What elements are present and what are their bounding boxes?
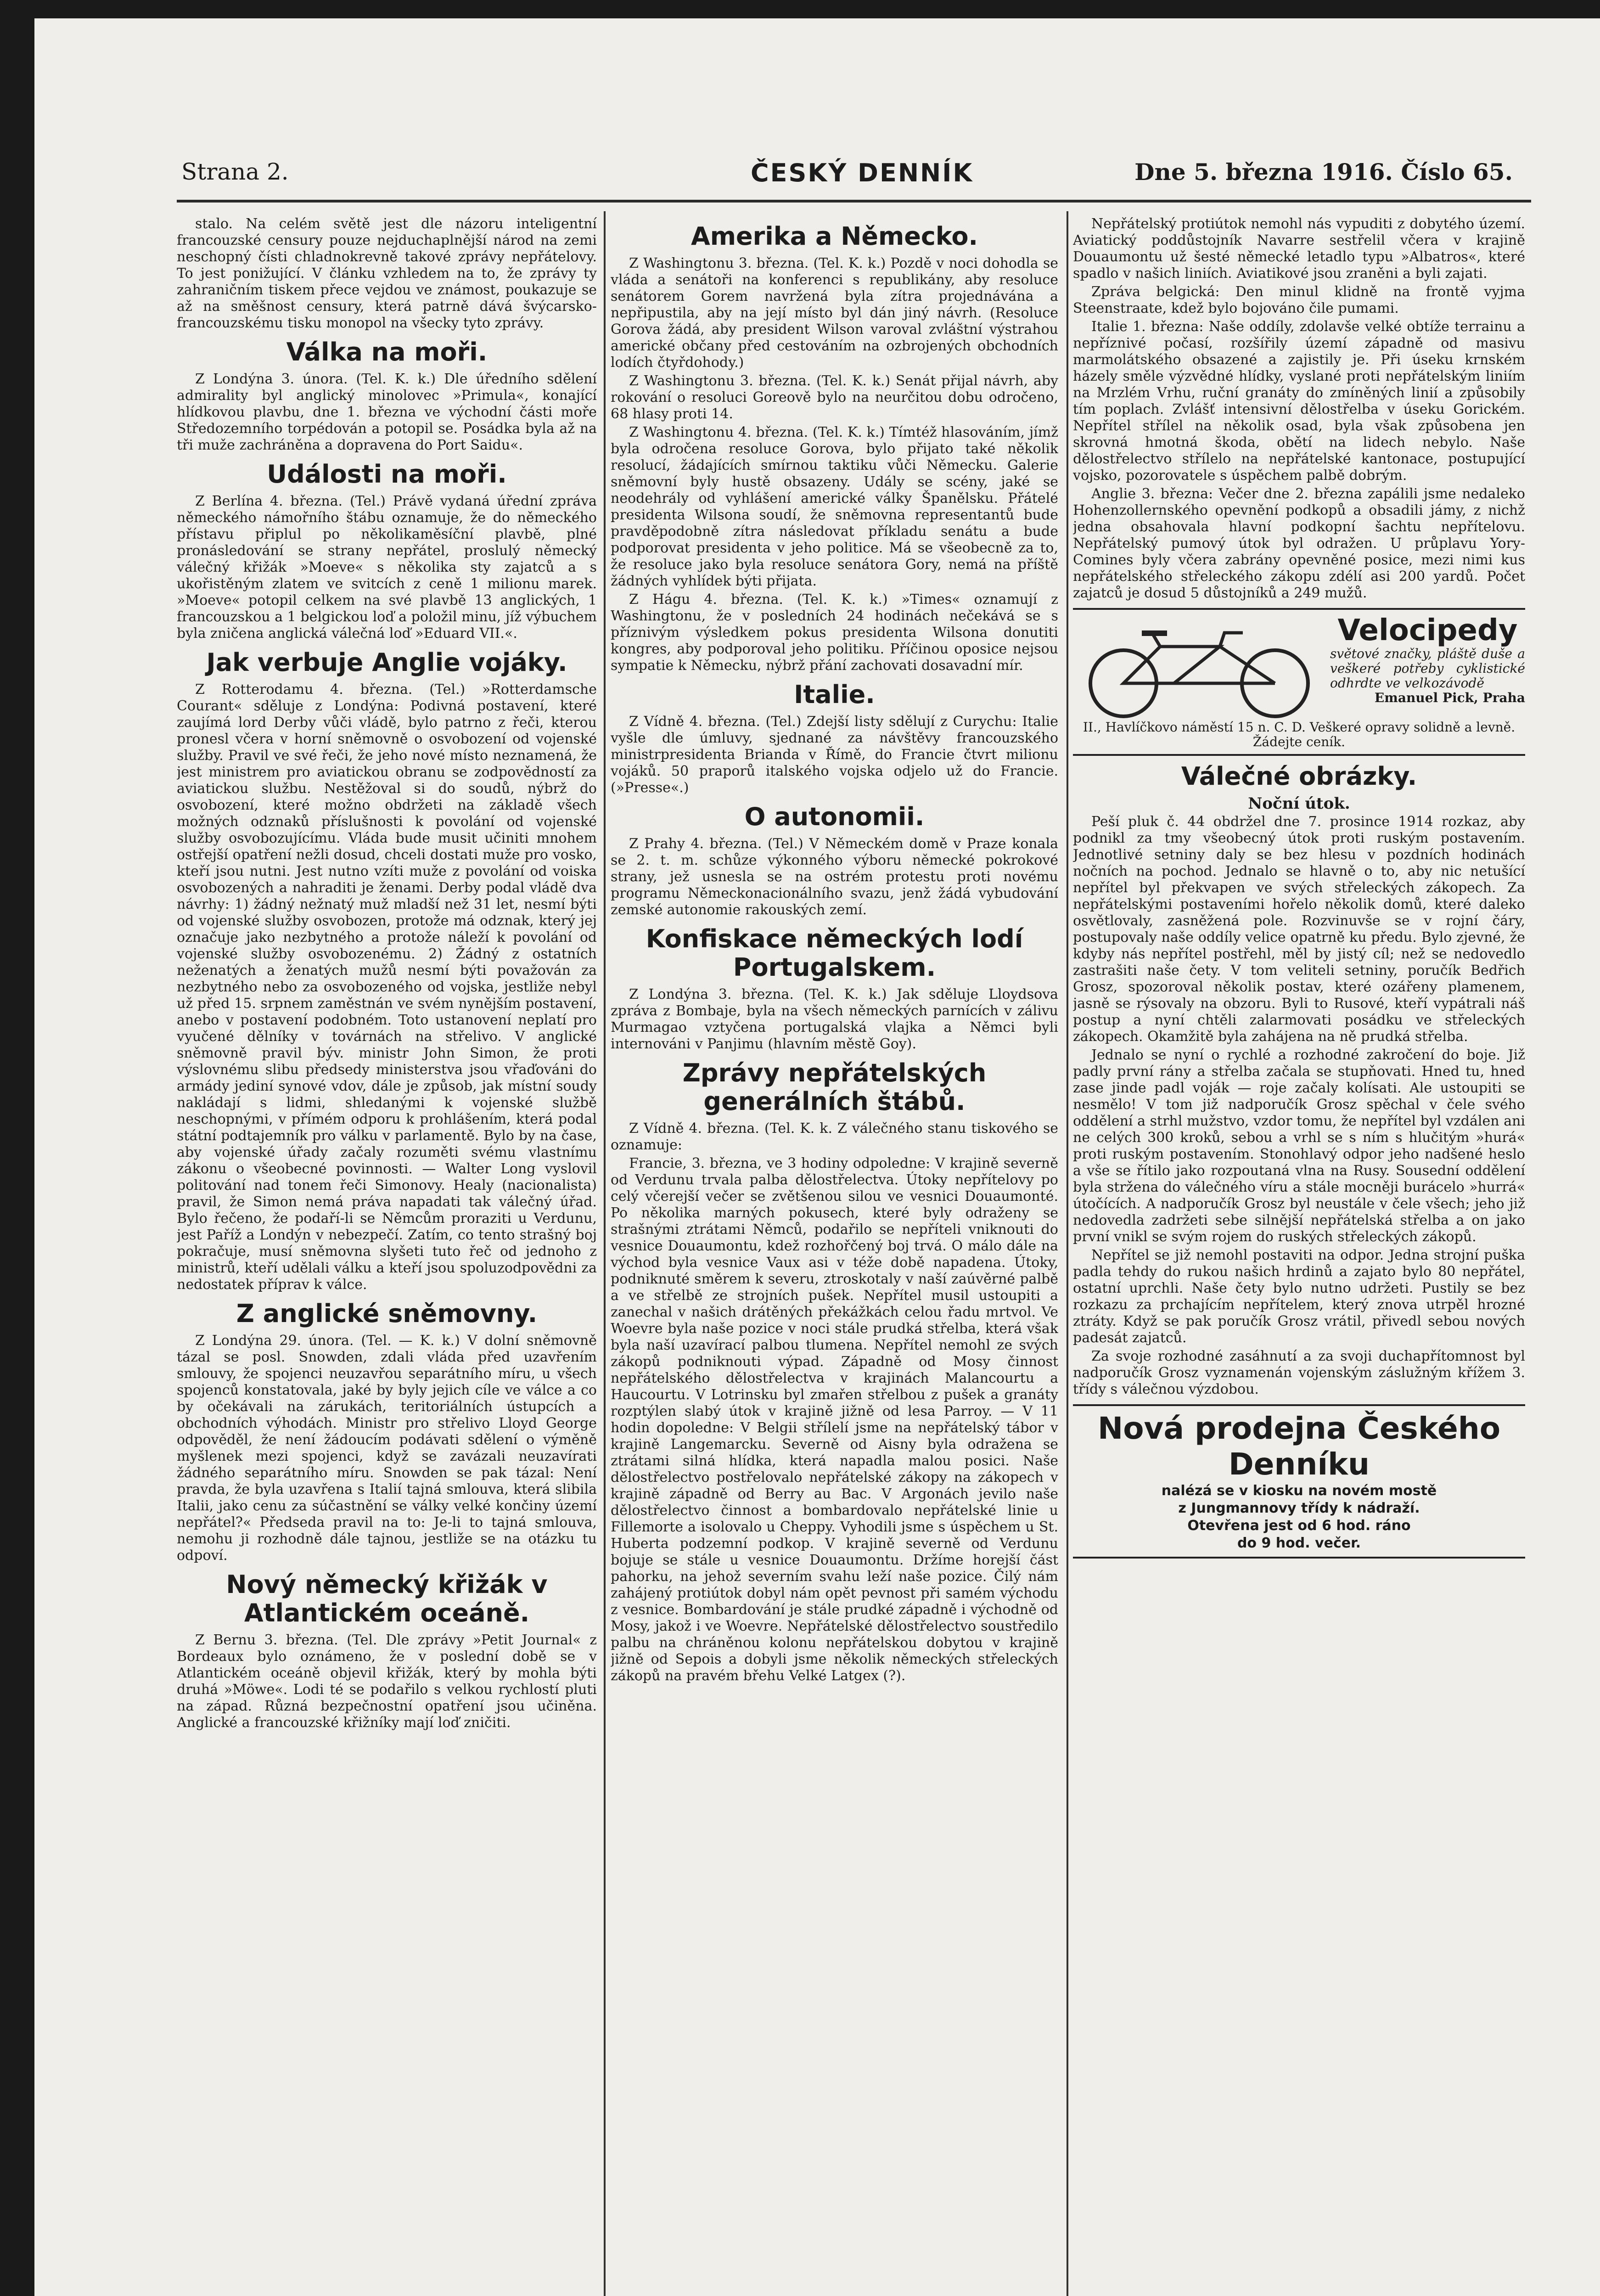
article-cont-1: Nepřátelský protiútok nemohl nás vypuditi z dobytého území. Aviatický poddůstojník Navarre sestřelil včera v krajině Douaumontu už šesté německé letadlo typu »Albatros«, které spadlo v našich liniích. Aviatikové jsou zraněni a byli zajati.: [1073, 216, 1525, 281]
ad-velocipedy: [1073, 608, 1525, 756]
column-2: [611, 216, 1058, 2296]
masthead: [34, 149, 1531, 204]
headline-amerika: Amerika a Německo.: [691, 222, 978, 251]
article-cont-4: Anglie 3. března: Večer dne 2. března zapálili jsme nedaleko Hohenzollernského opevnění podkopů a obsadili jámy, z nichž jedna obsahovala hlavní podkopní šachtu nepřítelovu. Nepřátelský pumový útok byl odražen. U průplavu Yory-Comines byly včera zabrány opevněné posice, mezi nimi kus nepřátelského střeleckého zákopu zdélí asi 200 yardů. Počet zajatců je dosud 5 důstojníků a 249 mužů.: [1073, 486, 1525, 601]
article-obrazky-3: Nepřítel se již nemohl postaviti na odpor. Jedna strojní puška padla tehdy do rukou našich hrdinů a zajato bylo 80 nepřátel, ostatní uprchli. Naše čety bylo nutno udržeti. Pustily se bez rozkazu za prchajícím nepřítelem, který znova utrpěl hrozné ztráty. Když se pak poručík Grosz vrátil, přivedl sebou nových padesát zajatců.: [1073, 1247, 1525, 1346]
headline-obrazky: Válečné obrázky.: [1181, 762, 1417, 791]
article-cont-3: Italie 1. března: Naše oddíly, zdolavše velké obtíže terrainu a nepříznivé počasí, rozšířily území západně od masivu marmolátského obsazené a zajistily je. Při úseku krnském házely směle výzvědné hlídky, vyslané proti nepřátelským liniím na Mrzlém Vrhu, ruční granáty do zmíněných linií a způsobily tím poplach. Zvlášť intensivní dělostřelba v úseku Gorickém. Nepřítel střílel na několik osad, byla však způsobena jen skrovná hmotná škoda, obětí na lidech nebylo. Naše dělostřelectvo střílelo na nepřátelské kantonace, postupující vojsko, pozorovatele s úspěchem palbě dobrým.: [1073, 319, 1525, 484]
ad-velo-owner: Emanuel Pick, Praha: [1374, 690, 1525, 705]
ad-prodejna-line: z Jungmannovy třídy k nádraží.: [1178, 1500, 1420, 1516]
headline-jak-verbuje: Jak verbuje Anglie vojáky.: [206, 648, 567, 677]
article-krizak: Z Bernu 3. března. (Tel. Dle zprávy »Petit Journal« z Bordeaux bylo oznámeno, že v poslední době se v Atlantickém oceáně objevil křižák, který by mohla býti druhá »Möwe«. Lodi té se podařilo s velkou rychlostí pluti na západ. Různá bezpečnostní opatření jsou učiněna. Anglické a francouzské křižníky mají loď zničiti.: [177, 1632, 597, 1731]
ad-prodejna-line: nalézá se v kiosku na novém mostě: [1161, 1483, 1437, 1499]
page-number: Strana 2.: [181, 158, 289, 185]
article-amerika-4: Z Hágu 4. března. (Tel. K. k.) »Times« oznamují z Washingtonu, že v posledních 24 hodinách nečekává se s příznivým výsledkem pokus presidenta Wilsona donutiti kongres, aby podporoval jeho politiku. Příčinou oposice nejsou sympatie k Německu, nýbrž přání zachovati dosavadní mír.: [611, 591, 1058, 674]
article-autonomie: Z Prahy 4. března. (Tel.) V Německém domě v Praze konala se 2. t. m. schůze výkonného výboru německé pokrokové strany, jež usnesla se na ostrém protestu proti novému programu Německonacionálního svazu, jenž žádá vybudování zemské autonomie rakouských zemí.: [611, 836, 1058, 918]
headline-autonomie: O autonomii.: [744, 802, 925, 831]
article-obrazky-2: Jednalo se nyní o rychlé a rozhodné zakročení do boje. Již padly první rány a střelba začala se stupňovati. Hned tu, hned zase jinde padl voják — roje začaly kolísati. Ale ustoupiti se nesmělo! V tom již nadporučík Grosz spěchal v čele svého oddělení a strhl mužstvo, vzdor tomu, že nepřítel byl vzdálen ani ne celých 300 kroků, sebou a vrhl se s ním s hlučitým »hurá« proti ruským postavením. Stonohlavý odpor jeho nadšené heslo a vše se řítilo jako rozpoutaná vlna na Rusy. Sousední oddělení byla stržena do válečného víru a stále mocněji burácelo »hurrá« útočících. A nadporučík Grosz byl neustále v čele všech; jeho již nedovedla zadržeti sebe silnější nepřátelská střelba a on jako první vnikl se svým rojem do ruských střeleckých zákopů.: [1073, 1047, 1525, 1245]
article-valka: Z Londýna 3. února. (Tel. K. k.) Dle úředního sdělení admirality byl anglický minolovec »Primula«, konající hlídkovou plavbu, dne 1. března ve východní části moře Středozemního torpédován a potopil se. Posádka byla až na tři muže zachráněna a dopravena do Port Saidu«.: [177, 371, 597, 453]
column-divider: [604, 211, 606, 2296]
newspaper-page: [34, 18, 1600, 2296]
article-italie: Z Vídně 4. března. (Tel.) Zdejší listy sdělují z Curychu: Italie vyšle dle úmluvy, sjednané za návštěvy francouzského ministrpresidenta Brianda v Římě, do Francie čtvrt milionu vojáků. 50 praporů italského vojska odjelo už do Francie. (»Presse«.): [611, 714, 1058, 796]
ad-velo-address: II., Havlíčkovo náměstí 15 n. C. D. Veškeré opravy solidně a levně. Žádejte ceník.: [1083, 720, 1516, 749]
headline-konfiskace: Konfiskace německých lodí Portugalskem.: [646, 924, 1023, 982]
issue-date: Dne 5. března 1916. Číslo 65.: [1134, 158, 1513, 186]
ad-prodejna: [1073, 1404, 1525, 1559]
newspaper-title: ČESKÝ DENNÍK: [751, 158, 974, 187]
headline-snemovna: Z anglické sněmovny.: [236, 1299, 538, 1328]
article-obrazky-4: Za svoje rozhodné zasáhnutí a za svoji duchapřítomnost byl nadporučík Grosz vyznamenán vojenským záslužným křížem 3. třídy s válečnou výzdobou.: [1073, 1348, 1525, 1397]
article-intro: stalo. Na celém světě jest dle názoru inteligentní francouzské censury pouze nejduchaplnější národ na zemi neschopný čísti chladnokrevně takové zprávy nepřátelovy. To jest ponižující. V článku vzhledem na to, že zprávy ty zahraničním tiskem přece vejdou ve známost, poukazuje se až na směšnost censury, která patrně dává švýcarsko-francouzskému tisku monopol na všecky tyto zprávy.: [177, 216, 597, 331]
subheadline-nocni-utok: Noční útok.: [1248, 794, 1350, 813]
headline-krizak: Nový německý křižák v Atlantickém oceáně.: [226, 1570, 548, 1627]
article-udalosti: Z Berlína 4. března. (Tel.) Právě vydaná úřední zpráva německého námořního štábu oznamuje, že do německého přístavu připlul po několikaměsíční plavbě, plné pronásledování se strany nepřátel, proslulý německý válečný křižák »Moeve« s několika sty zajatců a s ukořistěným zlatem ve svitcích z ceně 1 milionu marek. »Moeve« potopil celkem na své plavbě 13 anglických, 1 francouzskou a 1 belgickou loď a položil minu, jíž výbuchem byla zničena anglická válečná loď »Eduard VII.«.: [177, 493, 597, 642]
ad-velo-title: Velocipedy: [1337, 613, 1518, 647]
article-snemovna: Z Londýna 29. února. (Tel. — K. k.) V dolní sněmovně tázal se posl. Snowden, zdali vláda před uzavřením smlouvy, že spojenci neuzavřou separátního míru, u všech spojenců konstatovala, jaké by byly jejich cíle ve válce a co by očekávali na zárukách, teritoriálních ústupcích a obchodních výhodách. Ministr pro střelivo Lloyd George odpověděl, že není žádoucím podávati sdělení o výměně myšlenek mezi spojenci, když se zavázali neuzavírati žádného separátního míru. Snowden se pak tázal: Není pravda, že byla uzavřena s Italií tajná smlouva, která slibila Italii, jako cenu za súčastnění se války velké končiny území nepřátel?« Předseda pravil na to: Je-li to tajná smlouva, nemohu ji rozhodně dále tajnou, jestliže se na otázku tu odpoví.: [177, 1333, 597, 1564]
article-zpravy-1: Z Vídně 4. března. (Tel. K. k. Z válečného stanu tiskového se oznamuje:: [611, 1120, 1058, 1153]
bicycle-icon: [1073, 614, 1330, 720]
article-amerika-2: Z Washingtonu 3. března. (Tel. K. k.) Senát přijal návrh, aby rokování o resoluci Goreově bylo na neurčitou dobu odročeno, 68 hlasy proti 14.: [611, 373, 1058, 422]
article-amerika-3: Z Washingtonu 4. března. (Tel. K. k.) Tímtéž hlasováním, jímž byla odročena resoluce Gorova, bylo přijato také několik resolucí, žádajících smírnou taktiku vůči Německu. Galerie sněmovní byly hustě obsazeny. Udály se scény, jaké se neodehrály od vyhlášení americké války Španělsku. Přátelé presidenta Wilsona soudí, že sněmovna representantů bude pravděpodobně zítra následovat příkladu senátu a bude podporovat presidenta v jeho politice. Má se všeobecně za to, že resoluce jako byla resoluce senátora Gory, nemá na příště žádných vyhlídek býti přijata.: [611, 424, 1058, 589]
headline-zpravy: Zprávy nepřátelských generálních štábů.: [682, 1058, 987, 1116]
column-3: [1073, 216, 1525, 2296]
article-jak-verbuje: Z Rotterodamu 4. března. (Tel.) »Rotterdamsche Courant« sděluje z Londýna: Podivná postavení, které zaujímá lord Derby vůči vládě, bylo patrno z řeči, kterou pronesl včera v horní sněmovně o osvobození od vojenské služby. Pravil ve své řeči, že jeho nové místo neznamená, že jest ministrem pro aviatickou obranu se zodpovědností za aviatickou službu. Nestěžoval si do soudů, nýbrž do osvobození, které možno obdržeti na základě všech možných odznaků příslušnosti k povolání od vojenské služby osvobozujícímu. Vláda bude musit učiniti mnohem ostřejší opatření nežli dosud, chceli dostati muže pro vosko, kteří jsou nutni. Jest nutno vzíti muže z povolání od voiska osvobozených a nahraditi je ženami. Derby podal vládě dva návrhy: 1) žádný nežnatý muž mladší než 31 let, nesmí býti od vojenské služby osvobozen, protože má odznak, který jej označuje jako nezbytného a protože náleží k povolání od vojenské služby osvobozenému. 2) Žádný z ostatních neženatých a ženatých mužů nesmí býti považován za nezbytného nebo za osvobozeného od vojska, jestliže nebyl už před 15. srpnem zaměstnán ve svém nynějším postavení, anebo v postavení podobném. Toto ustanovení neplatí pro vyučené dělníky v továrnách na střelivo. V anglické sněmovně pravil býv. ministr John Simon, že proti výslovnému slibu předsedy ministerstva jsou vřaďováni do armády jediní synové vdov, dále je způsob, jak místní soudy nakládají s lidmi, shledanými k vojenské službě neschopnými, v přímém odporu k prohlášením, která podal státní podtajemník pro válku v parlamentě. Bylo by na čase, aby vojenské úřady začaly rozuměti svému vlastnímu zákonu o všeobecné povinnosti. — Walter Long vyslovil politování nad tonem řeči Simonovy. Healy (nacionalista) pravil, že Simon nemá práva napadati tak válečný úřad. Bylo řečeno, že podaří-li se Němcům proraziti u Verdunu, jest Paříž a Londýn v nebezpečí. Zatím, co tento strašný boj pokračuje, musí sněmovna slyšeti tuto řeč od jednoho z ministrů, kteří udělali válku a kteří jsou spoluzodpovědni za nedostatek příprav k válce.: [177, 681, 597, 1293]
ad-prodejna-title: Nová prodejna Českého Denníku: [1097, 1411, 1501, 1482]
header-rule: [177, 200, 1531, 203]
article-zpravy-2: Francie, 3. března, ve 3 hodiny odpoledne: V krajině severně od Verdunu trvala palba dělostřelectva. Útoky nepřítelovy po celý včerejší večer se zvětšenou silou ve vesnici Douaumonté. Po několika marných pokusech, které byly odraženy se strašnými ztrátami Němců, podařilo se nepříteli vniknouti do vesnice Douaumontu, kdež rozhořčený boj trvá. O málo dále na východ byla vesnice Vaux asi v téže době napadena. Útoky, podniknuté směrem k severu, ztroskotaly v naší zaúvěrné palbě a ve střelbě ze strojních pušek. Nepřítel musil ustoupiti a zanechal v našich drátěných překážkách celou řadu mrtvol. Ve Woevre byla naše pozice v noci stále prudká střelba, která však byla naší uzavírací palbou tlumena. Nepřítel nemohl ze svých zákopů podniknouti výpad. Západně od Mosy činnost nepřátelského dělostřelectva v krajinách Malancourtu a Haucourtu. V Lotrinsku byl zmařen střelbou z pušek a granáty rozptýlen slabý útok v krajině jižně od lesa Parroy. — V 11 hodin dopoledne: V Belgii střílelí jsme na nepřátelský tábor v krajině Langemarcku. Severně od Aisny byla odražena se ztrátami silná hlídka, která napadla malou posici. Naše dělostřelectvo postřelovalo nepřátelské zákopy na zákopech v krajině západně od Berry au Bac. V Argonách jevilo naše dělostřelectvo činnost a bombardovalo nepřátelské linie u Fillemorte a isolovalo u Cheppy. Vyhodili jsme s úspěchem u St. Huberta podzemní podkop. V krajině severně od Verdunu bojuje se stále u vesnice Douaumontu. Držíme horejší část pahorku, na jehož severním svahu leží naše pozice. Čilý nám zahájený protiútok dobyl nám opět pevnost při samém východu z vesnice. Bombardování je stále prudké západně i východně od Mosy, jakož i ve Woevre. Nepřátelské dělostřelectvo soustředilo palbu na chráněnou kolonu nepřátelskou dobytou v krajině jižně od Sepois a dobyli jsme několik německých střeleckých zákopů na pravém břehu Velké Latgex (?).: [611, 1155, 1058, 1684]
article-obrazky-1: Peší pluk č. 44 obdržel dne 7. prosince 1914 rozkaz, aby podnikl za tmy všeobecný útok proti ruským postavením. Jednotlivé setniny daly se bez hlesu v pozdních hodinách nočních na pochod. Jednalo se hlavně o to, aby nic netušící nepřítel byl překvapen ve svých střeleckých zákopech. Za nepřátelskými postaveními hořelo několik domů, které daleko osvětlovaly, zasněžená pole. Rozvinuvše se v rojní čáry, postupovaly naše oddíly velice opatrně ku předu. Bylo zjevné, že kdyby nás nepřítel postřehl, měl by jistý cíl; než se nedovedlo zastrašiti naše čety. V tom veliteli setniny, poručík Bedřich Grosz, spozoroval několik postav, které ozářeny plamenem, jasně se rýsovaly na obzoru. Byli to Rusové, kteří vypátrali náš postup a nyní chtěli zalarmovati posádku ve střeleckých zákopech. Okamžitě byla zahájena na ně prudká střelba.: [1073, 814, 1525, 1045]
column-1: [177, 216, 597, 2296]
article-cont-2: Zpráva belgická: Den minul klidně na frontě vyjma Steenstraate, kdež bylo bojováno čile pumami.: [1073, 284, 1525, 316]
article-konfiskace: Z Londýna 3. března. (Tel. K. k.) Jak sděluje Lloydsova zpráva z Bombaje, byla na všech německých parnících v zálivu Murmagao vztyčena portugalská vlajka a Němci byli internováni v Panjimu (hlavním městě Goy).: [611, 986, 1058, 1052]
column-divider: [1067, 211, 1068, 2296]
headline-valka: Válka na moři.: [286, 338, 488, 366]
headline-udalosti: Události na moři.: [267, 460, 507, 489]
article-amerika-1: Z Washingtonu 3. března. (Tel. K. k.) Pozdě v noci dohodla se vláda a senátoři na konferenci s republikány, aby resoluce senátorem Gorem navržená byla zítra projednávána a nepřipustila, aby na její místo byl dán jiný návrh. (Resoluce Gorova žádá, aby president Wilson varoval zvláštní výstrahou americké občany před cestováním na ozbrojených obchodních lodích čtyřdohody.): [611, 255, 1058, 371]
ad-prodejna-line: do 9 hod. večer.: [1237, 1535, 1361, 1551]
headline-italie: Italie.: [794, 680, 875, 709]
ad-prodejna-line: Otevřena jest od 6 hod. ráno: [1187, 1518, 1411, 1534]
ad-velo-text: světové značky, pláště duše a veškeré potřeby cyklistické odhrdte ve velkozávodě: [1330, 646, 1525, 691]
